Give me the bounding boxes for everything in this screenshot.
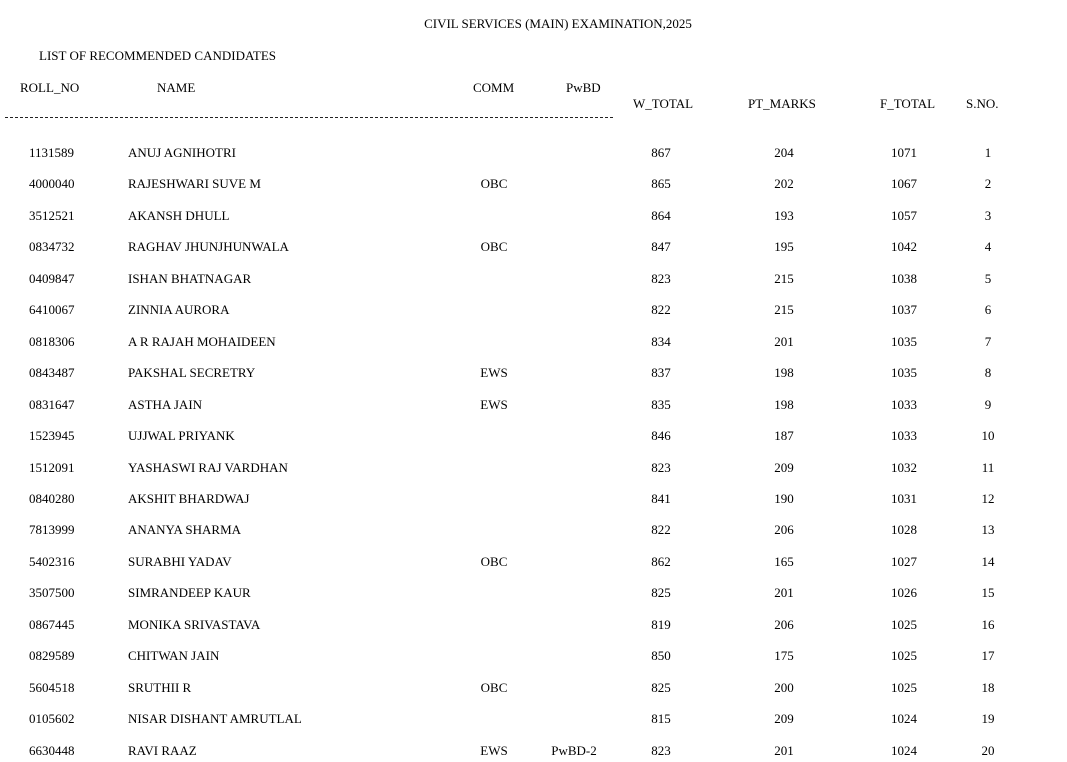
cell-w-total: 837 [651,365,671,381]
table-row [0,366,1067,384]
cell-comm: EWS [480,365,508,381]
cell-f-total: 1025 [891,679,917,695]
cell-sno: 20 [981,742,995,758]
table-row [0,555,1067,573]
cell-roll-no: 0409847 [29,270,75,286]
cell-sno: 18 [981,679,995,695]
header-w-total: W_TOTAL [633,96,694,111]
cell-sno: 2 [984,176,992,192]
cell-w-total: 850 [651,648,671,664]
cell-w-total: 823 [651,459,671,475]
table-row [0,461,1067,479]
cell-f-total: 1071 [891,145,917,160]
cell-roll-no: 4000040 [29,176,75,192]
cell-pt-marks: 198 [774,396,794,412]
cell-w-total: 847 [651,239,671,255]
cell-pt-marks: 165 [774,553,794,569]
cell-pt-marks: 175 [774,648,794,664]
cell-pt-marks: 195 [774,239,794,255]
cell-f-total: 1033 [891,428,917,444]
header-pwbd: PwBD [566,80,601,95]
cell-name: SURABHI YADAV [128,553,232,569]
cell-pt-marks: 201 [774,742,794,758]
cell-w-total: 862 [651,553,671,569]
cell-f-total: 1024 [891,711,917,727]
table-row [0,209,1067,227]
cell-name: RAJESHWARI SUVE M [128,176,261,192]
cell-name: CHITWAN JAIN [128,648,220,664]
cell-roll-no: 0105602 [29,711,75,727]
cell-w-total: 835 [651,396,671,412]
cell-pt-marks: 209 [774,459,794,475]
cell-comm: EWS [480,396,508,412]
cell-name: SIMRANDEEP KAUR [128,585,251,601]
table-row [0,744,1067,762]
cell-f-total: 1035 [891,333,917,349]
header-name: NAME [157,80,196,95]
cell-name: RAVI RAAZ [128,742,197,758]
cell-sno: 8 [984,365,992,381]
cell-w-total: 819 [651,616,671,632]
cell-sno: 11 [981,459,995,475]
cell-roll-no: 6410067 [29,302,75,318]
header-divider [5,117,613,118]
cell-name: A R RAJAH MOHAIDEEN [128,333,276,349]
cell-pt-marks: 202 [774,176,794,192]
table-row [0,272,1067,290]
table-row [0,492,1067,510]
table-row [0,177,1067,195]
cell-pt-marks: 209 [774,711,794,727]
cell-sno: 13 [981,522,995,538]
cell-f-total: 1024 [891,742,917,758]
cell-comm: OBC [480,553,508,569]
cell-comm: OBC [480,239,508,255]
cell-sno: 3 [984,207,992,223]
cell-sno: 17 [981,648,995,664]
cell-name: SRUTHII R [128,679,192,695]
cell-w-total: 846 [651,428,671,444]
cell-w-total: 815 [651,711,671,727]
cell-roll-no: 0818306 [29,333,75,349]
cell-f-total: 1026 [891,585,917,601]
header-pt-marks: PT_MARKS [748,96,816,111]
cell-sno: 15 [981,585,995,601]
cell-comm: EWS [480,742,508,758]
table-row [0,586,1067,604]
table-row [0,618,1067,636]
cell-w-total: 825 [651,679,671,695]
cell-name: AKSHIT BHARDWAJ [128,490,250,506]
cell-roll-no: 5604518 [29,679,75,695]
cell-f-total: 1033 [891,396,917,412]
cell-f-total: 1025 [891,616,917,632]
header-sno: S.NO. [966,96,999,111]
cell-roll-no: 1131589 [29,145,75,160]
cell-roll-no: 0867445 [29,616,75,632]
table-row [0,398,1067,416]
table-row [0,335,1067,353]
cell-sno: 19 [981,711,995,727]
cell-roll-no: 1523945 [29,428,75,444]
cell-pt-marks: 204 [774,145,794,160]
cell-w-total: 822 [651,302,671,318]
table-row [0,146,1067,164]
cell-pt-marks: 215 [774,302,794,318]
table-row [0,649,1067,667]
cell-pt-marks: 198 [774,365,794,381]
cell-f-total: 1028 [891,522,917,538]
cell-f-total: 1035 [891,365,917,381]
table-row [0,303,1067,321]
header-roll-no: ROLL_NO [20,80,80,95]
cell-comm: OBC [480,176,508,192]
cell-f-total: 1032 [891,459,917,475]
header-comm: COMM [473,80,515,95]
cell-roll-no: 0829589 [29,648,75,664]
cell-roll-no: 3507500 [29,585,75,601]
cell-f-total: 1042 [891,239,917,255]
cell-w-total: 865 [651,176,671,192]
cell-pt-marks: 193 [774,207,794,223]
cell-f-total: 1067 [891,176,917,192]
cell-sno: 6 [984,302,992,318]
cell-f-total: 1037 [891,302,917,318]
cell-f-total: 1031 [891,490,917,506]
cell-w-total: 864 [651,207,671,223]
table-row [0,681,1067,699]
cell-sno: 12 [981,490,995,506]
cell-name: ISHAN BHATNAGAR [128,270,252,286]
cell-comm: OBC [480,679,508,695]
cell-roll-no: 0834732 [29,239,75,255]
cell-roll-no: 0840280 [29,490,75,506]
cell-sno: 1 [984,145,992,160]
cell-f-total: 1027 [891,553,917,569]
cell-roll-no: 0831647 [29,396,75,412]
table-row [0,240,1067,258]
cell-name: ASTHA JAIN [128,396,203,412]
cell-name: ZINNIA AURORA [128,302,230,318]
cell-pt-marks: 206 [774,522,794,538]
cell-pwbd: PwBD-2 [551,742,597,758]
cell-sno: 14 [981,553,995,569]
cell-pt-marks: 206 [774,616,794,632]
cell-name: UJJWAL PRIYANK [128,428,235,444]
cell-sno: 5 [984,270,992,286]
cell-name: ANUJ AGNIHOTRI [128,145,236,160]
cell-pt-marks: 190 [774,490,794,506]
cell-roll-no: 1512091 [29,459,75,475]
cell-w-total: 825 [651,585,671,601]
cell-w-total: 841 [651,490,671,506]
cell-w-total: 823 [651,742,671,758]
cell-w-total: 867 [651,145,671,160]
table-row [0,429,1067,447]
cell-f-total: 1038 [891,270,917,286]
cell-roll-no: 3512521 [29,207,75,223]
cell-pt-marks: 201 [774,333,794,349]
cell-name: NISAR DISHANT AMRUTLAL [128,711,302,727]
cell-sno: 9 [984,396,992,412]
header-f-total: F_TOTAL [880,96,936,111]
cell-name: RAGHAV JHUNJHUNWALA [128,239,289,255]
list-subtitle: LIST OF RECOMMENDED CANDIDATES [39,48,277,63]
cell-sno: 16 [981,616,995,632]
cell-w-total: 834 [651,333,671,349]
cell-pt-marks: 187 [774,428,794,444]
cell-sno: 4 [984,239,992,255]
cell-name: PAKSHAL SECRETRY [128,365,256,381]
cell-w-total: 822 [651,522,671,538]
cell-f-total: 1025 [891,648,917,664]
cell-name: AKANSH DHULL [128,207,230,223]
cell-roll-no: 5402316 [29,553,75,569]
cell-sno: 7 [984,333,992,349]
cell-w-total: 823 [651,270,671,286]
cell-roll-no: 7813999 [29,522,75,538]
cell-roll-no: 6630448 [29,742,75,758]
cell-pt-marks: 200 [774,679,794,695]
table-row [0,523,1067,541]
cell-name: MONIKA SRIVASTAVA [128,616,261,632]
cell-pt-marks: 215 [774,270,794,286]
table-row [0,712,1067,730]
page-title: CIVIL SERVICES (MAIN) EXAMINATION,2025 [424,16,692,31]
cell-pt-marks: 201 [774,585,794,601]
cell-f-total: 1057 [891,207,917,223]
cell-roll-no: 0843487 [29,365,75,381]
cell-name: YASHASWI RAJ VARDHAN [128,459,288,475]
cell-name: ANANYA SHARMA [128,522,242,538]
cell-sno: 10 [981,428,995,444]
